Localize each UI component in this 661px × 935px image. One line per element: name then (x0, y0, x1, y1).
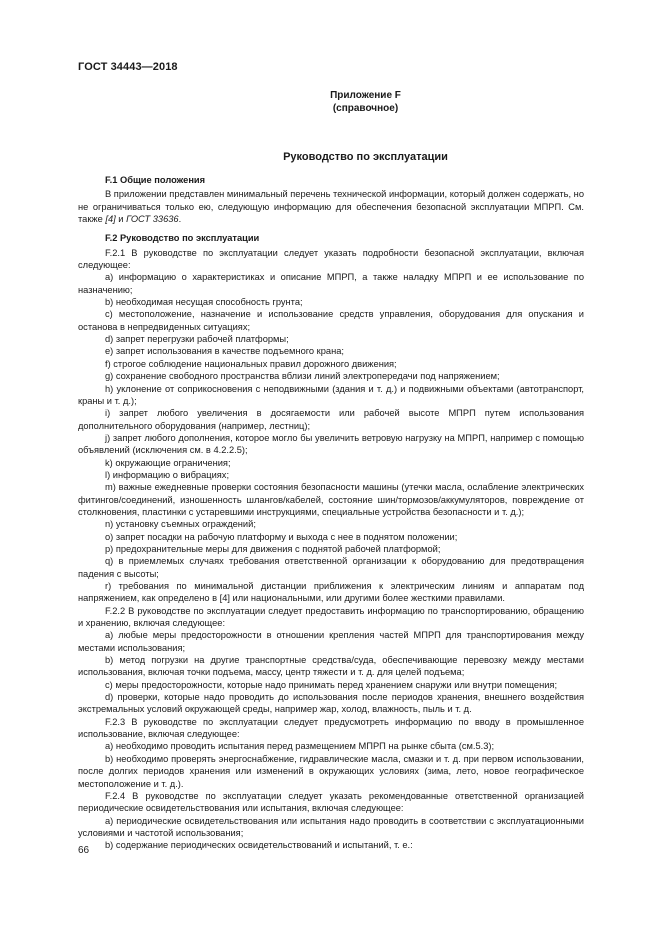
body-paragraph: o) запрет посадки на рабочую платформу и выхода с нее в поднятом положении; (105, 531, 458, 542)
subsection-heading: F.2 Руководство по эксплуатации (105, 233, 260, 244)
body-paragraph: F.2.3 В руководстве по эксплуатации следует предусмотреть информацию по вводу в промышленное использование, включая следующее: (78, 716, 584, 740)
body-paragraph: f) строгое соблюдение национальных правил дорожного движения; (105, 358, 397, 369)
body-paragraph: b) необходимая несущая способность грунта; (105, 297, 303, 308)
body-paragraph: a) информацию о характеристиках и описание МПРП, а также наладку МПРП и ее использование по назначению; (78, 272, 584, 295)
body-paragraph: c) меры предосторожности, которые надо принимать перед хранением снаружи или внутри помещения; (105, 679, 558, 690)
paragraph-text: . (178, 214, 182, 225)
body-paragraph: F.2.4 В руководстве по эксплуатации следует указать рекомендованные ответственной организацией периодические освидетельствования или испытания, включая следующее: (78, 790, 584, 814)
body-paragraph: d) запрет перегрузки рабочей платформы; (105, 334, 289, 345)
body-paragraph: j) запрет любого дополнения, которое могло бы увеличить ветровую нагрузку на МПРП, например с помощью объявлений (исключения см. в 4.2.2.5); (78, 432, 584, 456)
standard-header: ГОСТ 34443—2018 (78, 61, 178, 73)
body-paragraph: r) требования по минимальной дистанции приближения к электрическим линиям и аппаратам под напряжением, как определено в [4] или национальными, или другими более жесткими правилами. (78, 581, 584, 604)
reference-link: ГОСТ 33636 (126, 214, 179, 225)
body-paragraph: g) сохранение свободного пространства вблизи линий электропередачи под напряжением; (105, 371, 500, 382)
page-number: 66 (78, 845, 90, 856)
body-paragraph: b) содержание периодических освидетельствований и испытаний, т. е.: (105, 840, 413, 851)
body-paragraph: d) проверки, которые надо проводить до использования после периодов хранения, внешнего воздействия экстремальных условий окружающей среды, например жар, холод, влажность, пыль и т. д. (78, 692, 584, 715)
body-paragraph: a) необходимо проводить испытания перед размещением МПРП на рынке сбыта (см.5.3); (105, 741, 495, 752)
reference-link: [4] (105, 214, 116, 225)
body-paragraph: k) окружающие ограничения; (105, 457, 231, 468)
appendix-label (0, 89, 661, 115)
body-paragraph (78, 188, 584, 225)
body-paragraph: h) уклонение от соприкосновения с неподвижными (здания и т. д.) и подвижными объектами (автотранспорт, краны и т. д.); (78, 383, 584, 406)
body-paragraph: m) важные ежедневные проверки состояния безопасности машины (утечки масла, ослабление электрических фитингов/соединений, изношенность шлангов/кабелей, состояние шин/тормозов/аккумуляторов, повреждение от столкновения, пластинки с устаревшими инструкциями, специальные устройства безопасности и т. д.); (78, 482, 584, 517)
body-paragraph: e) запрет использования в качестве подъемного крана; (105, 346, 344, 357)
paragraph-text: и (115, 214, 127, 225)
body-paragraph: p) предохранительные меры для движения с поднятой рабочей платформой; (105, 543, 441, 554)
section-title: Руководство по эксплуатации (283, 151, 448, 163)
document-body (78, 174, 584, 852)
body-paragraph: c) местоположение, назначение и использование средств управления, оборудования для опускания и останова в непредвиденных ситуациях; (78, 309, 584, 332)
appendix-subtitle: (справочное) (332, 103, 399, 114)
paragraph-text: В приложении представлен минимальный перечень технической информации, который должен содержать, но не ограничиваться только ею, следующую информацию для обеспечения безопасной эксплуатации МПРП. См. также (78, 189, 584, 225)
body-paragraph: l) информацию о вибрациях; (105, 469, 230, 480)
body-paragraph: a) любые меры предосторожности в отношении крепления частей МПРП для транспортирования между местами использования; (78, 630, 584, 653)
body-paragraph: a) периодические освидетельствования или испытания надо проводить в соответствии с эксплуатационными условиями и частотой использования; (78, 815, 584, 838)
body-paragraph: b) необходимо проверять энергоснабжение, гидравлические масла, смазки и т. д. при первом использовании, после долгих периодов хранения или изменений в окружающих условиях (зима, лето, новое географическое местоположение и т. д.). (78, 753, 584, 789)
body-paragraph: n) установку съемных ограждений; (105, 519, 256, 530)
body-paragraph: F.2.2 В руководстве по эксплуатации следует предоставить информацию по транспортированию, обращению и хранению, включая следующее: (78, 605, 584, 629)
body-paragraph: q) в приемлемых случаях требования ответственной организации к оборудованию для предотвращения падения с высоты; (78, 556, 584, 579)
appendix-title: Приложение F (330, 90, 401, 101)
subsection-heading: F.1 Общие положения (105, 175, 206, 185)
body-paragraph: F.2.1 В руководстве по эксплуатации следует указать подробности безопасной эксплуатации, включая следующее: (78, 247, 584, 271)
body-paragraph: b) метод погрузки на другие транспортные средства/суда, обеспечивающие перевозку между местами использования, включая точки подъема, массу, центр тяжести и т. д. для целей подъема; (78, 655, 584, 678)
body-paragraph: i) запрет любого увеличения в досягаемости или рабочей высоте МПРП путем использования дополнительного оборудования (например, лестниц); (78, 408, 584, 431)
